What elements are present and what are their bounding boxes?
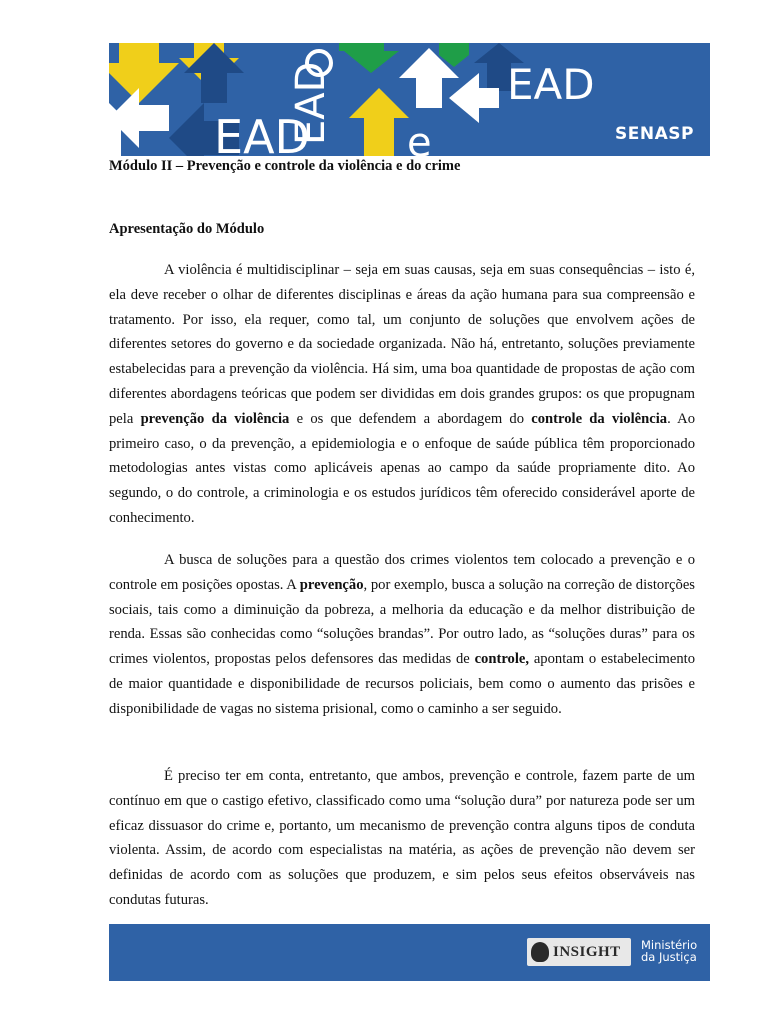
- yellow-arrow-up-icon: [349, 88, 409, 156]
- bold-term: controle,: [474, 651, 530, 668]
- ead-text: EAD: [214, 110, 310, 156]
- bold-term: prevenção da violência: [140, 410, 290, 427]
- bold-term: controle da violência: [531, 410, 668, 427]
- paragraph-1: A violência é multidisciplinar – seja em suas causas, seja em suas consequências – isto é, ela deve receber o olhar de diferentes disciplinas e áreas da ação humana para sua compreensão e tratamento. Por isso, ela requer, como tal, um conjunto de soluções que envolvem ações de diferentes setores do governo e da sociedade organizada. Não há, entretanto, soluções previamente estabelecidas para a prevenção da violência. Há sim, uma boa quantidade de propostas de ação com diferentes abordagens teóricas que podem ser divididas em dois grandes grupos: os que propugnam pela prevenção da violência e os que defendem a abordagem do controle da violência. Ao primeiro caso, o da prevenção, a epidemiologia e o enfoque de saúde pública têm proporcionado metodologias antes vistas como aplicáveis apenas ao campo da saúde propriamente dito. Ao segundo, o do controle, a criminologia e os estudos jurídicos têm oferecido considerável aporte de conhecimento.: [109, 262, 695, 526]
- ead-text: EAD: [507, 60, 595, 109]
- dark-arrow-up-icon: [184, 43, 244, 103]
- header-banner: [109, 43, 710, 156]
- bold-term: prevenção: [299, 576, 364, 593]
- ministerio-logo: [641, 939, 697, 963]
- module-title: Módulo II – Prevenção e controle da violência e do crime: [109, 158, 461, 174]
- section-title: Apresentação do Módulo: [109, 221, 265, 237]
- insight-text: INSIGHT: [553, 943, 621, 960]
- insight-head-icon: [531, 942, 549, 962]
- ministerio-line1: Ministério: [641, 938, 698, 952]
- footer-banner: [109, 924, 710, 981]
- ministerio-line2: da Justiça: [641, 950, 697, 964]
- insight-logo: [527, 938, 631, 966]
- paragraph-3: É preciso ter em conta, entretanto, que ambos, prevenção e controle, fazem parte de um contínuo em que o castigo efetivo, classificado como uma “solução dura” por natureza pode ser um eficaz dissuasor do crime e, portanto, um mecanismo de prevenção contra alguns tipos de conduta violenta. Assim, de acordo com especialistas na matéria, as ações de prevenção não devem ser definidas de acordo com as soluções que produzem, e sim pelos seus efeitos observáveis nas condutas futuras.: [109, 768, 695, 908]
- paragraph-2: A busca de soluções para a questão dos crimes violentos tem colocado a prevenção e o controle em posições opostas. A prevenção, por exemplo, busca a solução na correção de distorções sociais, tais como a diminuição da pobreza, a melhoria da educação e da melhor distribuição de renda. Essas são conhecidas como “soluções brandas”. Por outro lado, as “soluções duras” para os crimes violentos, propostas pelos defensores das medidas de controle, apontam o estabelecimento de maior quantidade e disponibilidade de recursos policiais, bem como o aumento das prisões e disponibilidade de vagas no sistema prisional, como o caminho a ser seguido.: [109, 552, 696, 717]
- yellow-arrow-down-icon: [109, 43, 179, 103]
- green-arrow-down-icon: [339, 43, 399, 73]
- senasp-label: SENASP: [615, 124, 694, 144]
- e-letter: e: [407, 120, 432, 156]
- ead-text: EAD: [288, 61, 334, 145]
